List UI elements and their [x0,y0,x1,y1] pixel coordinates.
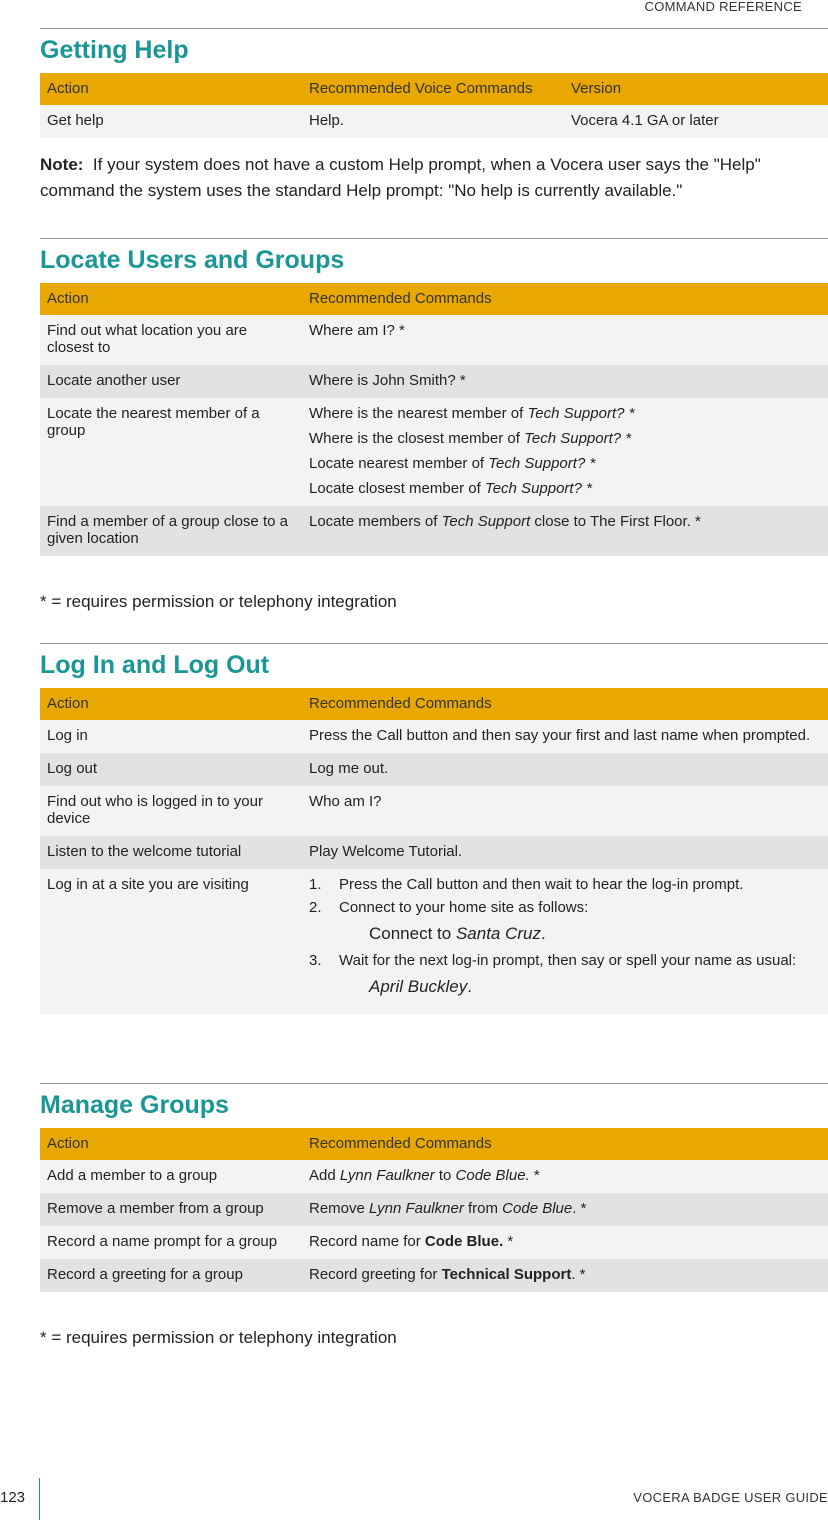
cell-action: Find a member of a group close to a given location [40,506,302,556]
example-name: April Buckley [369,977,468,996]
step-text: Connect to your home site as follows: [339,899,589,916]
command-text: Record greeting for [309,1266,442,1283]
step-text: Wait for the next log-in prompt, then say or spell your name as usual: [339,952,797,969]
cell-command [302,1160,828,1193]
table-header-row [40,1128,828,1160]
header-commands: Recommended Voice Commands [302,73,564,105]
example-command [339,924,821,944]
getting-help-table [40,73,828,138]
cell-command: Help. [302,105,564,138]
command-group: Tech Support? * [524,430,632,447]
section-rule [40,1083,828,1084]
cell-command: Who am I? [302,786,828,836]
cell-action: Record a name prompt for a group [40,1226,302,1259]
cell-action: Remove a member from a group [40,1193,302,1226]
section-title-manage: Manage Groups [40,1091,229,1119]
command-text: Where is the nearest member of [309,405,528,422]
command-text: Where is the closest member of [309,430,525,447]
cell-action: Find out who is logged in to your device [40,786,302,836]
section-login [40,643,828,1014]
cell-action: Locate another user [40,365,302,398]
step-number: 1. [309,876,322,893]
cell-action: Log out [40,753,302,786]
step-number: 2. [309,899,322,916]
section-rule [40,643,828,644]
table-row [40,1160,828,1193]
cell-steps [302,869,828,1014]
command-text: Locate closest member of [309,480,485,497]
manage-footnote: * = requires permission or telephony integration [40,1328,397,1347]
command-group: Tech Support? * [488,455,596,472]
table-header-row [40,688,828,720]
header-action: Action [40,73,302,105]
command-text: close to The First Floor. * [530,513,701,530]
cell-command: Log me out. [302,753,828,786]
section-manage [40,1083,828,1292]
page-number: 123 [0,1489,26,1506]
command-text: . * [571,1266,586,1283]
cell-command: Press the Call button and then say your first and last name when prompted. [302,720,828,753]
table-row [40,869,828,1014]
note-text: If your system does not have a custom Help prompt, when a Vocera user says the "Help" command the system uses the standard Help prompt: "No help is currently available." [40,155,761,200]
header-commands: Recommended Commands [302,283,828,315]
running-header: COMMAND REFERENCE [644,0,802,14]
command-group: Technical Support [441,1266,572,1283]
header-action: Action [40,283,302,315]
manage-table [40,1128,828,1292]
command-group: Tech Support? * [484,480,592,497]
table-row [40,1259,828,1292]
command-text: . * [572,1200,587,1217]
cell-action: Listen to the welcome tutorial [40,836,302,869]
section-title-login: Log In and Log Out [40,651,270,679]
command-user: Lynn Faulkner [339,1167,435,1184]
command-text: Add [309,1167,340,1184]
command-text: to [434,1167,456,1184]
table-row [40,398,828,506]
section-title-getting-help: Getting Help [40,36,189,64]
guide-title: VOCERA BADGE USER GUIDE [633,1490,828,1505]
command-user: Lynn Faulkner [369,1200,464,1217]
example-text: Connect to [369,924,456,943]
cell-command: Where am I? * [302,315,828,365]
table-row [40,365,828,398]
command-line [309,455,821,472]
command-text: Remove [309,1200,370,1217]
cell-command [302,1193,828,1226]
table-row [40,786,828,836]
section-title-locate: Locate Users and Groups [40,246,345,274]
table-row [40,720,828,753]
example-command [339,977,821,997]
cell-action: Record a greeting for a group [40,1259,302,1292]
cell-command: Play Welcome Tutorial. [302,836,828,869]
header-action: Action [40,1128,302,1160]
cell-version: Vocera 4.1 GA or later [564,105,828,138]
example-site: Santa Cruz [455,924,541,943]
locate-footnote: * = requires permission or telephony integration [40,592,397,611]
table-row [40,753,828,786]
command-line [309,405,821,422]
cell-action: Add a member to a group [40,1160,302,1193]
step-item [309,952,821,997]
cell-action: Find out what location you are closest to [40,315,302,365]
command-line [309,480,821,497]
command-group: Code Blue. [424,1233,504,1250]
command-text: Locate members of [309,513,442,530]
table-header-row [40,283,828,315]
command-text: Locate nearest member of [309,455,489,472]
command-text: from [463,1200,503,1217]
step-item [309,899,821,944]
cell-action: Get help [40,105,302,138]
step-item [309,876,821,893]
header-action: Action [40,688,302,720]
example-text: . [541,924,546,943]
table-row [40,1226,828,1259]
cell-command [302,506,828,556]
section-rule [40,238,828,239]
table-row [40,506,828,556]
cell-command: Where is John Smith? * [302,365,828,398]
footer-divider [39,1478,40,1520]
command-group: Tech Support [441,513,531,530]
command-text: Record name for [309,1233,425,1250]
locate-table [40,283,828,556]
command-group: Tech Support? * [527,405,635,422]
cell-action: Locate the nearest member of a group [40,398,302,506]
note-label: Note: [40,155,84,174]
cell-command [302,1226,828,1259]
header-commands: Recommended Commands [302,1128,828,1160]
table-row [40,1193,828,1226]
command-text: * [529,1167,540,1184]
cell-action: Log in at a site you are visiting [40,869,302,1014]
cell-action: Log in [40,720,302,753]
header-commands: Recommended Commands [302,688,828,720]
cell-command-list [302,398,828,506]
step-text: Press the Call button and then wait to hear the log-in prompt. [339,876,744,893]
table-header-row [40,73,828,105]
section-rule [40,28,828,29]
login-table [40,688,828,1014]
section-locate [40,238,828,556]
command-group: Code Blue [502,1200,573,1217]
table-row [40,836,828,869]
help-note [40,152,828,204]
command-text: * [503,1233,514,1250]
table-row [40,105,828,138]
example-text: . [467,977,472,996]
header-version: Version [564,73,828,105]
command-group: Code Blue. [455,1167,530,1184]
step-number: 3. [309,952,322,969]
steps-list [309,876,821,997]
section-getting-help [40,28,828,138]
command-line [309,430,821,447]
table-row [40,315,828,365]
cell-command [302,1259,828,1292]
